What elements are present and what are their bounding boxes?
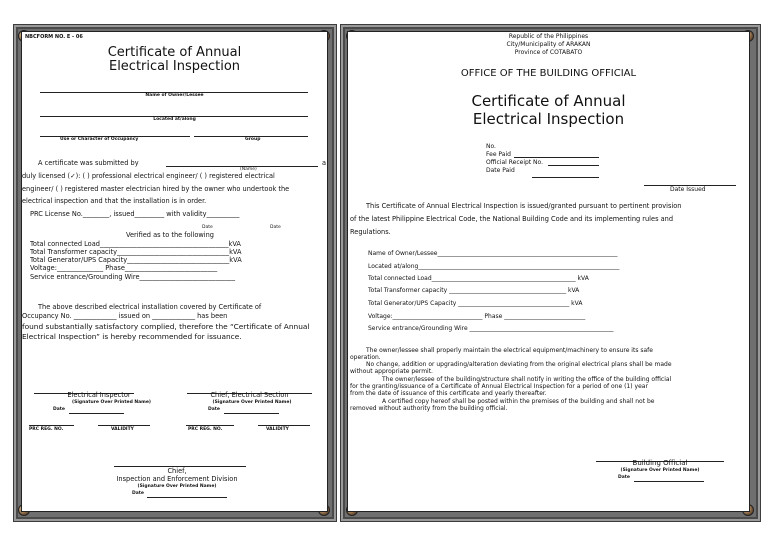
note3-line3: from the date of issuance of this certificate and yearly thereafter.: [350, 390, 547, 397]
note3-line2: for the granting/issuance of a Certificate of Annual Electrical Inspection for a period of one (1) year: [350, 383, 648, 390]
left-item-generator: Total Generator/UPS Capacity_______________________________kVA: [30, 256, 242, 264]
verified-heading: Verified as to the following: [126, 231, 214, 239]
note4-line2: removed without authority from the building official.: [350, 405, 508, 412]
right-item-owner: Name of Owner/Lessee____________________________________________________________: [368, 250, 618, 257]
left-item-service-entrance: Service entrance/Grounding Wire_____________________________: [30, 273, 236, 281]
building-official-date-line: [634, 481, 704, 482]
chief-date: Date: [132, 491, 144, 496]
chief-note: (Signature Over Printed Name): [137, 484, 217, 489]
right-para1-line1: This Certificate of Annual Electrical Inspection is issued/granted pursuant to pertinent provision: [366, 202, 682, 210]
validity-1: VALIDITY: [111, 427, 134, 432]
right-item-transformer: Total Transformer capacity _______________________________________ kVA: [368, 287, 580, 294]
para2-line2: Occupancy No. _____________ issued on _____________ has been: [22, 312, 228, 320]
prc-line-1: [29, 425, 74, 426]
chief-division: Inspection and Enforcement Division: [116, 475, 238, 483]
right-item-connected-load: Total connected Load________________________________________________ kVA: [368, 275, 589, 282]
chief-date-line: [147, 497, 227, 498]
right-item-location: Located at/along___________________________________________________________________: [368, 263, 620, 270]
chief-title: Chief,: [167, 467, 187, 475]
group-label: Group: [245, 137, 261, 142]
para2-line1: The above described electrical installation covered by Certificate of: [38, 303, 262, 311]
para2-line4: Electrical Inspection” is hereby recommended for issuance.: [22, 332, 242, 341]
sig2-date-line: [224, 413, 279, 414]
note1-line2: operation.: [350, 354, 381, 361]
building-official-date: Date: [618, 475, 630, 480]
right-item-service-entrance: Service entrance/Grounding Wire ________________________________________________: [368, 325, 614, 332]
para1-line3: engineer/ ( ) registered master electrician hired by the owner who undertook the: [22, 185, 290, 193]
sig2-note: (Signature Over Printed Name): [212, 400, 292, 405]
left-item-connected-load: Total connected Load_______________________________________kVA: [30, 240, 241, 248]
date-label-2: Date: [270, 225, 281, 230]
prc-reg-1: PRC REG. NO.: [29, 427, 64, 432]
office-heading: OFFICE OF THE BUILDING OFFICIAL: [460, 68, 637, 79]
note1-line1: The owner/lessee shall properly maintain the electrical equipment/machinery to ensure its safe: [366, 347, 653, 354]
date-issued-label: Date Issued: [670, 186, 706, 193]
note3-line1: The owner/lessee of the building/structure shall notify in writing the office of the building official: [382, 376, 672, 383]
left-item-transformer: Total Transformer capacity__________________________________kVA: [30, 248, 242, 256]
note2-line1: No change, addition or upgrading/alteration deviating from the original electrical plans shall be made: [366, 361, 672, 368]
use-label: Use or Character of Occupancy: [60, 137, 139, 142]
building-official-title: Building Official: [632, 459, 688, 467]
sig1-date: Date: [53, 407, 65, 412]
sig1-title: Electrical Inspector: [67, 391, 131, 399]
sig2-title: Chief, Electrical Section: [210, 391, 289, 399]
owner-label: Name of Owner/Lessee: [145, 93, 204, 98]
fee-line: [514, 157, 599, 158]
sig2-date: Date: [208, 407, 220, 412]
right-certificate-page: [347, 31, 750, 512]
location-label: Located at/along: [153, 117, 196, 122]
right-para1-line2: of the latest Philippine Electrical Code, the National Building Code and its implementing rules and: [350, 215, 674, 223]
date-paid-label: Date Paid: [486, 167, 515, 174]
left-certificate-page: [21, 31, 328, 512]
receipt-label: Official Receipt No.: [486, 159, 544, 166]
no-label: No.: [486, 143, 496, 150]
validity-line-1: [98, 425, 150, 426]
form-number: NBCFORM NO. E - 06: [25, 34, 83, 40]
right-item-voltage: Voltage:______________________________ Phase ___________________________: [368, 313, 586, 320]
sig1-note: (Signature Over Printed Name): [72, 400, 151, 405]
sig1-date-line: [69, 413, 124, 414]
republic: Republic of the Philippines: [508, 33, 589, 40]
right-title-line2: Electrical Inspection: [472, 110, 625, 128]
fee-label: Fee Paid: [486, 151, 511, 158]
province: Province of COTABATO: [514, 49, 583, 56]
note4-line1: A certified copy hereof shall be posted within the premises of the building and shall not be: [382, 398, 655, 405]
para2-line3: found substantially satisfactory complied, therefore the “Certificate of Annual: [22, 322, 310, 331]
right-item-generator: Total Generator/UPS Capacity _____________________________________ kVA: [368, 300, 583, 307]
para1-line1b: a: [322, 159, 327, 167]
para1-line2: duly licensed (✓): ( ) professional electrical engineer/ ( ) registered electrical: [22, 172, 275, 180]
para1-line1a: A certificate was submitted by: [38, 159, 139, 167]
validity-2: VALIDITY: [266, 427, 289, 432]
building-official-note: (Signature Over Printed Name): [620, 468, 700, 473]
para1-line4: electrical inspection and that the installation is in order.: [22, 197, 207, 205]
municipality: City/Municipality of ARAKAN: [506, 41, 591, 48]
left-title-line1: Certificate of Annual: [107, 45, 242, 60]
note2-line2: without appropriate permit.: [350, 368, 433, 375]
right-title-line1: Certificate of Annual: [471, 92, 626, 110]
validity-line-2: [258, 425, 310, 426]
prc-license-line: PRC License No.________, issued_________ with validity__________: [30, 210, 240, 218]
para1-name: (Name): [240, 167, 257, 172]
prc-reg-2: PRC REG. NO.: [188, 427, 223, 432]
left-title-line2: Electrical Inspection: [108, 59, 241, 74]
right-para1-line3: Regulations.: [350, 228, 391, 236]
date-label-1: Date: [202, 225, 213, 230]
left-item-voltage: Voltage:______________ Phase____________________________: [30, 264, 218, 272]
date-paid-line: [532, 177, 599, 178]
prc-line-2: [186, 425, 234, 426]
receipt-line: [548, 165, 599, 166]
